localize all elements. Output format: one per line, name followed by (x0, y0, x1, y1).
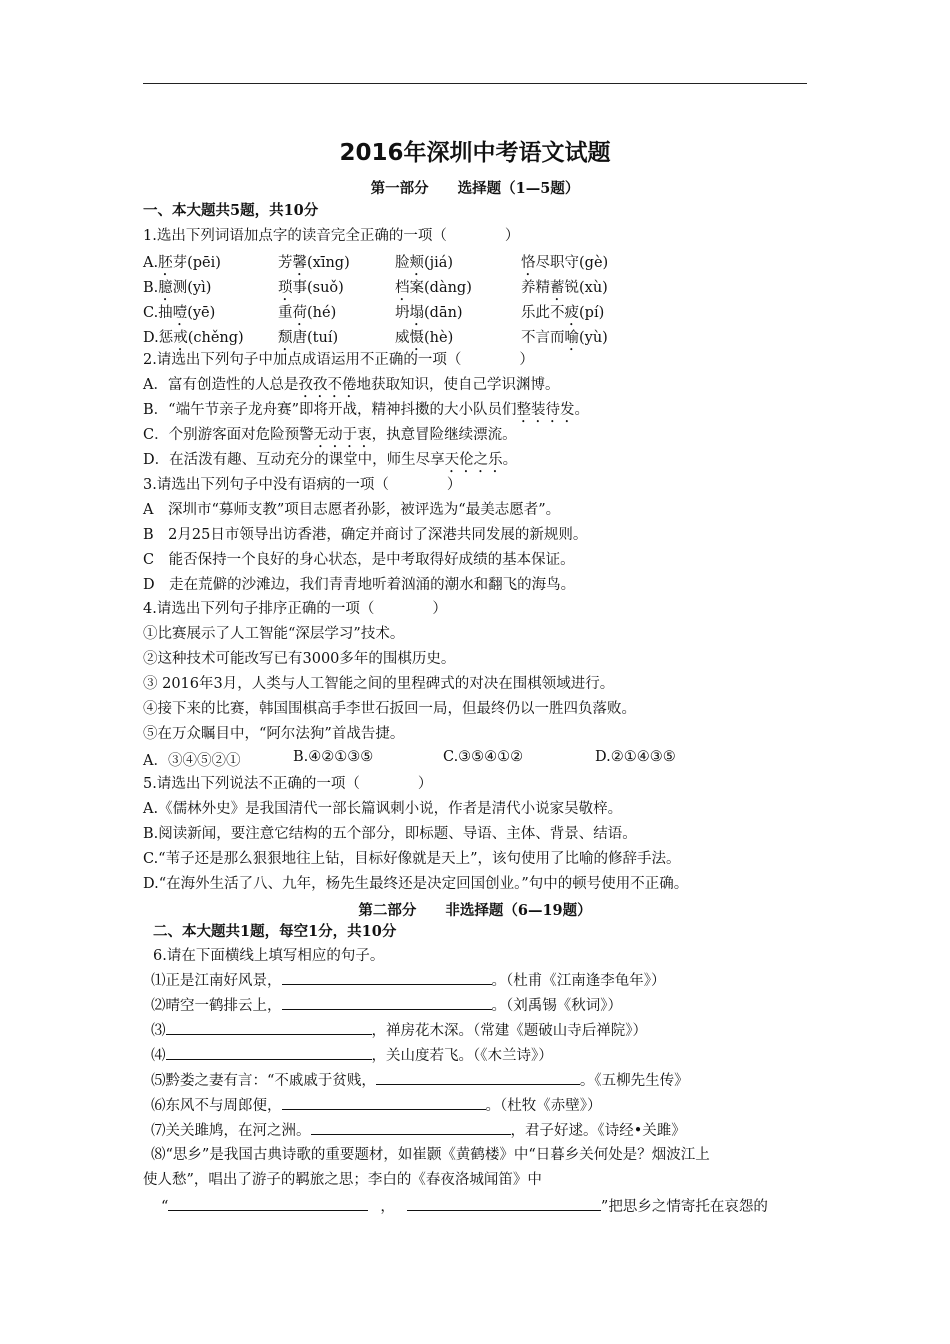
option-text: B．“端午节亲子龙舟赛”即将开战，精神抖擞的大小队员们 (143, 402, 517, 418)
q1-option-b-word-3 (395, 276, 472, 304)
q2-option-d (143, 450, 807, 476)
word-prefix: C.抽 (143, 305, 173, 321)
q3-option-d: D 走在荒僻的沙滩边，我们青青地听着汹涌的潮水和翻飞的海鸟。 (143, 577, 576, 593)
q4-choice-d: D.②①④③⑤ (595, 749, 676, 765)
word-suffix: (hè) (424, 330, 454, 346)
q3-option-b: B 2月25日市领导出访香港，确定并商讨了深港共同发展的新规则。 (143, 527, 588, 543)
word-suffix: 唐(tuí) (292, 330, 339, 346)
word-prefix: B. (143, 280, 159, 296)
q6-stem: 6.请在下面横线上填写相应的句子。 (153, 948, 385, 964)
q1-option-b-word-2 (278, 276, 344, 304)
q1-option-a-word-4 (521, 251, 608, 279)
q3-stem: 3.请选出下列句子中没有语病的一项（ ） (143, 477, 462, 493)
dotted-character: 荷 (292, 305, 307, 321)
word-prefix: D.惩 (143, 330, 174, 346)
q6-item-6-source: 。（杜牧《赤壁》） (485, 1098, 602, 1114)
q6-item-5 (151, 1070, 815, 1091)
q4-sentence-3: ③ 2016年3月，人类与人工智能之间的里程碑式的对决在围棋领域进行。 (143, 676, 615, 692)
q1-option-b-word-1 (143, 276, 211, 304)
q5-option-c: C.“苇子还是那么狠狠地往上钻，目标好像就是天上”，该句使用了比喻的修辞手法。 (143, 851, 681, 867)
q6-item-8-line3 (161, 1196, 825, 1217)
word-prefix: 重 (278, 305, 293, 321)
q1-option-c-word-3 (395, 301, 463, 329)
word-suffix: (pí) (579, 305, 605, 321)
dotted-character: 颓 (278, 330, 293, 346)
dotted-character: 颊 (409, 255, 424, 271)
dotted-character: 琐 (278, 280, 293, 296)
dotted-character: 胚 (158, 255, 173, 271)
q2-option-c (143, 425, 807, 451)
answer-blank[interactable] (376, 1070, 580, 1085)
dotted-character: 馨 (292, 255, 307, 271)
q6-item-7-text: ⑺关关雎鸠，在河之洲。 (151, 1123, 311, 1139)
dotted-idiom: 无动于衷 (313, 427, 372, 443)
q1-option-c-word-4 (521, 301, 604, 329)
option-text: 。 (574, 402, 589, 418)
dotted-character: 蓄 (550, 280, 565, 296)
q6-item-2-text: ⑵晴空一鹤排云上， (151, 998, 282, 1014)
answer-blank[interactable] (166, 1045, 372, 1060)
dotted-character: 慑 (409, 330, 424, 346)
word-suffix: 芽(pēi) (172, 255, 221, 271)
header-rule (143, 83, 807, 84)
word-suffix: (dān) (424, 305, 463, 321)
section1-heading: 一、本大题共5题，共10分 (143, 202, 319, 219)
word-suffix: 尽职守(gè) (535, 255, 609, 271)
word-suffix: (xīng) (307, 255, 350, 271)
q5-stem: 5.请选出下列说法不正确的一项（ ） (143, 776, 433, 792)
dotted-character: 喻 (564, 330, 579, 346)
dotted-idiom: 孜孜不倦 (298, 377, 357, 393)
q1-option-a-word-2 (278, 251, 350, 279)
q6-item-7 (151, 1120, 815, 1141)
q6-item-8-line2: 使人愁”，唱出了游子的羁旅之思；李白的《春夜洛城闻笛》中 (143, 1172, 542, 1188)
q5-option-b: B.阅读新闻，要注意它结构的五个部分，即标题、导语、主体、背景、结语。 (143, 826, 637, 842)
q1-stem: 1.选出下列词语加点字的读音完全正确的一项（ ） (143, 228, 520, 244)
word-suffix: (chěng) (187, 330, 244, 346)
answer-blank[interactable] (166, 1020, 372, 1035)
q1-option-b-word-4 (521, 276, 608, 304)
word-prefix: 养精 (521, 280, 550, 296)
option-text: ，执意冒险继续漂流。 (371, 427, 517, 443)
q4-sentence-4: ④接下来的比赛，韩国围棋高手李世石扳回一局，但最终仍以一胜四负落败。 (143, 701, 636, 717)
q6-item-8-line1: ⑻“思乡”是我国古典诗歌的重要题材，如崔颢《黄鹤楼》中“日暮乡关何处是？烟波江上 (151, 1147, 710, 1163)
q6-item-5-source: 。《五柳先生传》 (579, 1073, 689, 1089)
dotted-character: 恪 (521, 255, 536, 271)
option-text: A．富有创造性的人总是 (143, 377, 299, 393)
q6-item-7-source: ，君子好逑。《诗经•关雎》 (510, 1123, 686, 1139)
word-suffix: 测(yì) (172, 280, 212, 296)
q6-item-5-text: ⑸黔娄之妻有言：“不戚戚于贫贱， (151, 1073, 376, 1089)
answer-blank[interactable] (407, 1196, 601, 1211)
q2-option-b (143, 400, 807, 426)
word-suffix: 案(dàng) (409, 280, 472, 296)
word-prefix: 乐此不 (521, 305, 565, 321)
q1-option-c-word-2 (278, 301, 336, 329)
dotted-character: 臆 (158, 280, 173, 296)
word-suffix: (jiá) (424, 255, 454, 271)
q4-choice-c: C.③⑤④①② (443, 749, 524, 765)
option-text: 。 (502, 452, 518, 468)
q6-item-6-text: ⑹东风不与周郎便， (151, 1098, 282, 1114)
dotted-character: 塌 (409, 305, 424, 321)
q6-item-8-line3-end: ”把思乡之情寄托在哀怨的 (600, 1199, 768, 1215)
q5-option-d: D.“在海外生活了八、九年，杨先生最终还是决定回国创业。”句中的顿号使用不正确。 (143, 876, 689, 892)
word-prefix: 不言而 (521, 330, 565, 346)
q3-option-a: A 深圳市“募师支教”项目志愿者孙影，被评选为“最美志愿者”。 (143, 502, 561, 518)
q4-choice-b: B.④②①③⑤ (293, 749, 374, 765)
answer-blank[interactable] (282, 1095, 486, 1110)
dotted-idiom: 整装待发 (516, 402, 575, 418)
dotted-character: 戒 (173, 330, 188, 346)
q1-option-a-word-3 (395, 251, 453, 279)
q6-item-4 (151, 1045, 815, 1066)
word-prefix: 脸 (395, 255, 410, 271)
q6-item-3-text: ⑶ (151, 1023, 166, 1039)
q6-item-1-source: 。（杜甫《江南逢李龟年》） (491, 973, 666, 989)
q1-option-c-word-1 (143, 301, 215, 329)
q4-sentence-5: ⑤在万众瞩目中，“阿尔法狗”首战告捷。 (143, 726, 405, 742)
word-suffix: 事(suǒ) (292, 280, 344, 296)
answer-blank[interactable] (282, 995, 492, 1010)
q4-choice-a: A．③④⑤②① (143, 753, 241, 769)
word-prefix: 威 (395, 330, 410, 346)
word-prefix: 芳 (278, 255, 293, 271)
option-text: D．在活泼有趣、互动充分的课堂中，师生尽享 (143, 452, 445, 468)
word-suffix: (yù) (579, 330, 608, 346)
option-text: C．个别游客面对危险预警 (143, 427, 314, 443)
q4-sentence-1: ①比赛展示了人工智能“深层学习”技术。 (143, 626, 405, 642)
q6-item-3 (151, 1020, 815, 1041)
q4-stem: 4.请选出下列句子排序正确的一项（ ） (143, 601, 447, 617)
part1-heading: 第一部分 选择题（1—5题） (370, 180, 580, 197)
q1-option-a-word-1 (143, 251, 221, 279)
page-title: 2016年深圳中考语文试题 (339, 140, 611, 166)
q6-item-3-source: ，禅房花木深。（常建《题破山寺后禅院》） (371, 1023, 647, 1039)
answer-blank[interactable] (311, 1120, 511, 1135)
dotted-idiom: 天伦之乐 (444, 452, 503, 468)
dotted-character: 噎 (172, 305, 188, 321)
q3-option-c: C 能否保持一个良好的身心状态，是中考取得好成绩的基本保证。 (143, 552, 575, 568)
q2-option-a (143, 375, 807, 401)
q2-stem: 2.请选出下列句子中加点成语运用不正确的一项（ ） (143, 352, 534, 368)
open-quote: “ (161, 1199, 169, 1215)
q6-item-1 (151, 970, 815, 991)
part2-heading: 第二部分 非选择题（6—19题） (358, 902, 592, 919)
dotted-character: 档 (395, 280, 410, 296)
word-suffix: 锐(xù) (564, 280, 608, 296)
answer-blank[interactable] (168, 1196, 368, 1211)
section2-heading: 二、本大题共1题，每空1分，共10分 (153, 923, 397, 940)
option-text: 地获取知识，使自己学识渊博。 (356, 377, 560, 393)
comma: ， (380, 1199, 395, 1215)
answer-blank[interactable] (282, 970, 492, 985)
q5-option-a: A.《儒林外史》是我国清代一部长篇讽刺小说，作者是清代小说家吴敬梓。 (143, 801, 623, 817)
q6-item-4-source: ，关山度若飞。（《木兰诗》） (371, 1048, 553, 1064)
word-prefix: 坍 (395, 305, 410, 321)
q6-item-1-text: ⑴正是江南好风景， (151, 973, 282, 989)
q6-item-2-source: 。（刘禹锡《秋词》） (491, 998, 622, 1014)
q6-item-2 (151, 995, 815, 1016)
q6-item-6 (151, 1095, 815, 1116)
dotted-character: 疲 (564, 305, 579, 321)
q4-sentence-2: ②这种技术可能改写已有3000多年的围棋历史。 (143, 651, 456, 667)
word-suffix: (hé) (307, 305, 337, 321)
word-prefix: A. (143, 255, 159, 271)
word-suffix: (yē) (187, 305, 216, 321)
q6-item-4-text: ⑷ (151, 1048, 166, 1064)
